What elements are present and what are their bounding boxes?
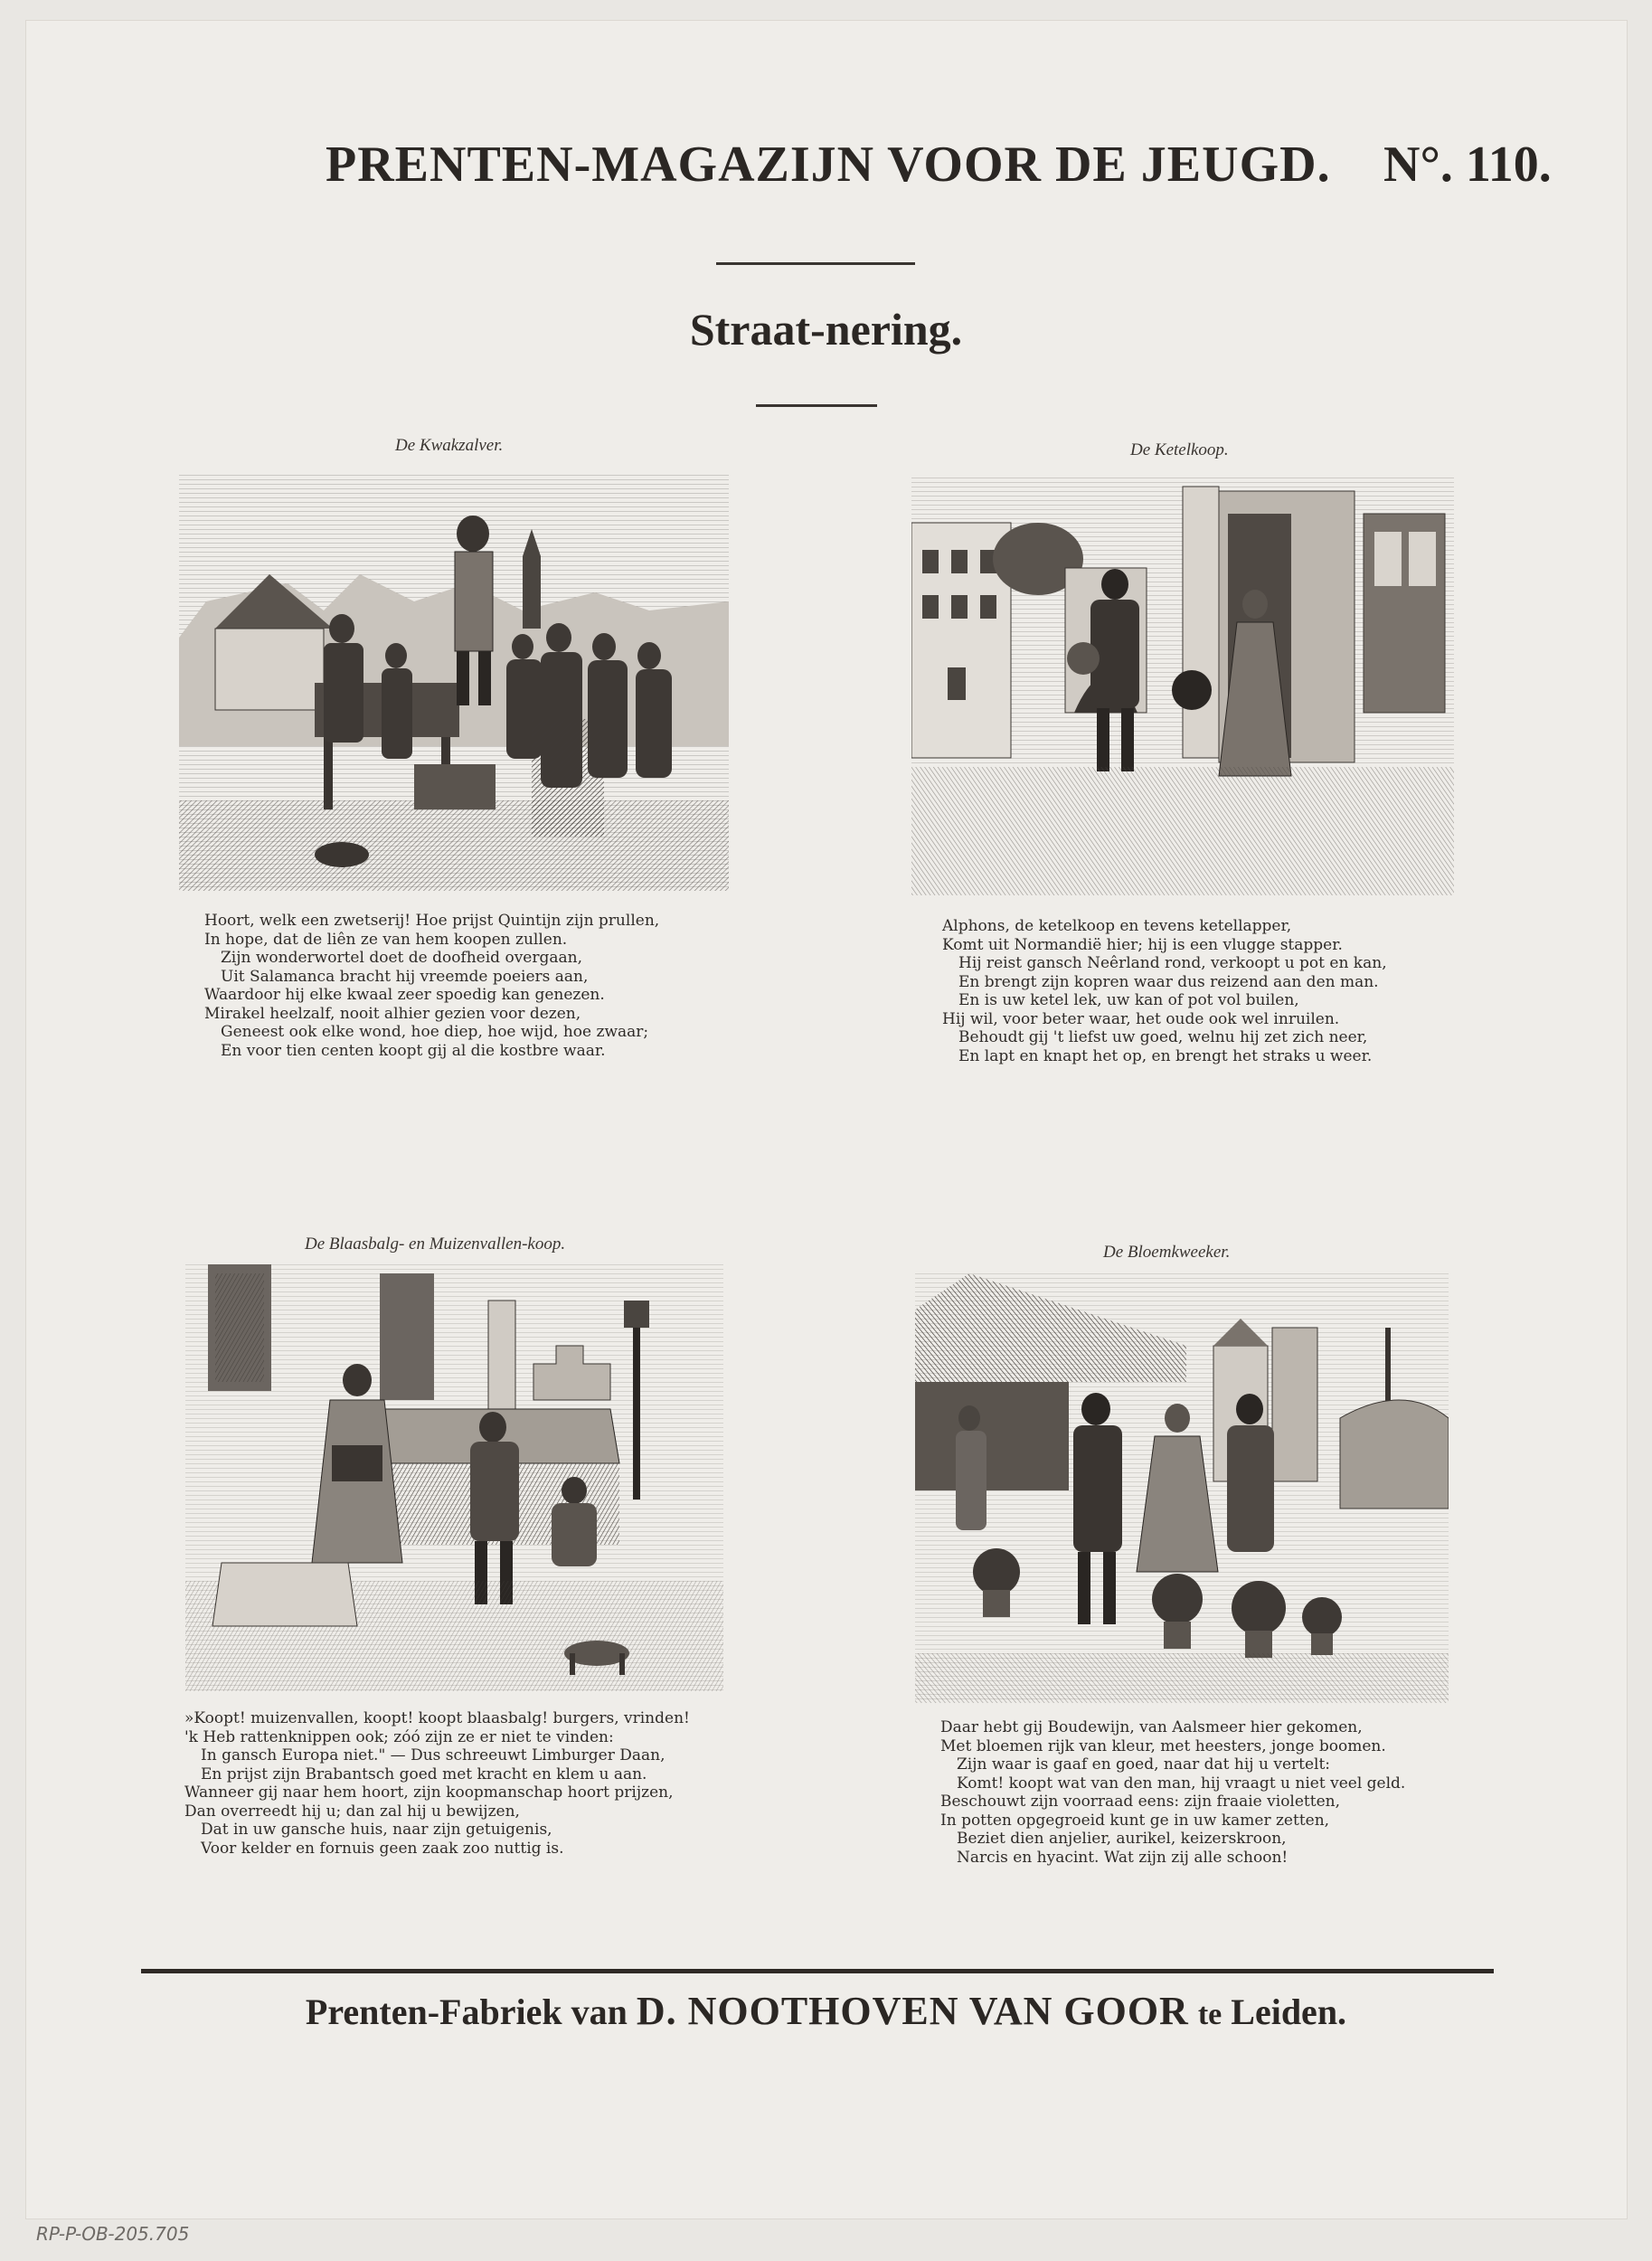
verse-line: Met bloemen rijk van kleur, met heesters, jonge boomen. bbox=[940, 1736, 1386, 1755]
verse-blaasbalg bbox=[184, 1709, 690, 1858]
engraving-ketelkoop bbox=[911, 478, 1454, 895]
verse-line: In potten opgegroeid kunt ge in uw kamer zetten, bbox=[940, 1811, 1330, 1830]
publisher-city: Leiden. bbox=[1231, 1991, 1347, 2032]
publisher-name: D. NOOTHOVEN VAN GOOR bbox=[636, 1989, 1189, 2033]
caption-kwakzalver: De Kwakzalver. bbox=[395, 436, 504, 455]
verse-line: Dan overreedt hij u; dan zal hij u bewijzen, bbox=[184, 1802, 520, 1821]
masthead-title: PRENTEN-MAGAZIJN VOOR DE JEUGD. bbox=[326, 137, 1331, 193]
verse-line: Beziet dien anjelier, aurikel, keizerskroon, bbox=[957, 1830, 1287, 1848]
verse-bloemkweeker bbox=[940, 1718, 1405, 1867]
verse-line: Zijn wonderwortel doet de doofheid overgaan, bbox=[221, 949, 582, 967]
caption-bloemkweeker: De Bloemkweeker. bbox=[1103, 1243, 1231, 1262]
verse-line: Zijn waar is gaaf en goed, naar dat hij u vertelt: bbox=[957, 1755, 1331, 1774]
publisher-prefix: Prenten-Fabriek van bbox=[305, 1991, 628, 2032]
verse-line: 'k Heb rattenknippen ook; zóó zijn ze er niet te vinden: bbox=[184, 1727, 614, 1746]
verse-line: Komt uit Normandië hier; hij is een vlugge stapper. bbox=[942, 935, 1343, 954]
issue-number: N°. 110. bbox=[1383, 137, 1552, 193]
verse-line: In hope, dat de liên ze van hem koopen zullen. bbox=[204, 930, 568, 949]
verse-line: Komt! koopt wat van den man, hij vraagt u niet veel geld. bbox=[957, 1774, 1406, 1793]
verse-line: Voor kelder en fornuis geen zaak zoo nuttig is. bbox=[201, 1839, 564, 1858]
verse-line: Mirakel heelzalf, nooit alhier gezien voor dezen, bbox=[204, 1004, 581, 1023]
footer-rule bbox=[141, 1969, 1494, 1973]
caption-blaasbalg: De Blaasbalg- en Muizenvallen-koop. bbox=[305, 1235, 566, 1253]
verse-line: Narcis en hyacint. Wat zijn zij alle schoon! bbox=[957, 1848, 1289, 1867]
verse-line: »Koopt! muizenvallen, koopt! koopt blaasbalg! burgers, vrinden! bbox=[184, 1709, 690, 1727]
engraving-blaasbalg bbox=[185, 1264, 723, 1691]
verse-line: Hij wil, voor beter waar, het oude ook wel inruilen. bbox=[942, 1009, 1340, 1028]
engraving-bloemkweeker bbox=[915, 1273, 1449, 1703]
verse-line: Geneest ook elke wond, hoe diep, hoe wijd, hoe zwaar; bbox=[221, 1023, 649, 1041]
verse-line: In gansch Europa niet." — Dus schreeuwt Limburger Daan, bbox=[201, 1746, 666, 1764]
verse-line: En brengt zijn kopren waar dus reizend aan den man. bbox=[958, 972, 1379, 991]
verse-line: Hij reist gansch Neêrland rond, verkoopt u pot en kan, bbox=[958, 954, 1387, 972]
publisher-te: te bbox=[1197, 1998, 1222, 2031]
engraving-kwakzalver bbox=[179, 475, 729, 891]
verse-line: Uit Salamanca bracht hij vreemde poeiers aan, bbox=[221, 967, 589, 986]
caption-ketelkoop: De Ketelkoop. bbox=[1130, 440, 1229, 459]
verse-ketelkoop bbox=[942, 917, 1387, 1065]
verse-line: Beschouwt zijn voorraad eens: zijn fraaie violetten, bbox=[940, 1793, 1340, 1811]
verse-line: Waardoor hij elke kwaal zeer spoedig kan genezen. bbox=[204, 986, 605, 1004]
verse-line: En is uw ketel lek, uw kan of pot vol builen, bbox=[958, 991, 1299, 1009]
subtitle: Straat-nering. bbox=[689, 304, 963, 355]
verse-line: Wanneer gij naar hem hoort, zijn koopmanschap hoort prijzen, bbox=[184, 1783, 674, 1802]
verse-line: Daar hebt gij Boudewijn, van Aalsmeer hier gekomen, bbox=[940, 1718, 1363, 1736]
rule-lower bbox=[756, 404, 877, 407]
verse-line: Hoort, welk een zwetserij! Hoe prijst Quintijn zijn prullen, bbox=[204, 912, 660, 930]
inventory-number: RP-P-OB-205.705 bbox=[36, 2223, 190, 2245]
verse-kwakzalver bbox=[204, 912, 659, 1060]
verse-line: En prijst zijn Brabantsch goed met kracht en klem u aan. bbox=[201, 1764, 647, 1783]
verse-line: Dat in uw gansche huis, naar zijn getuigenis, bbox=[201, 1821, 552, 1839]
verse-line: En lapt en knapt het op, en brengt het straks u weer. bbox=[958, 1046, 1373, 1065]
rule-upper bbox=[716, 262, 915, 265]
publisher-line bbox=[0, 1988, 1652, 2034]
verse-line: En voor tien centen koopt gij al die kostbre waar. bbox=[221, 1041, 606, 1060]
verse-line: Alphons, de ketelkoop en tevens ketellapper, bbox=[942, 917, 1292, 935]
verse-line: Behoudt gij 't liefst uw goed, welnu hij zet zich neer, bbox=[958, 1028, 1368, 1046]
